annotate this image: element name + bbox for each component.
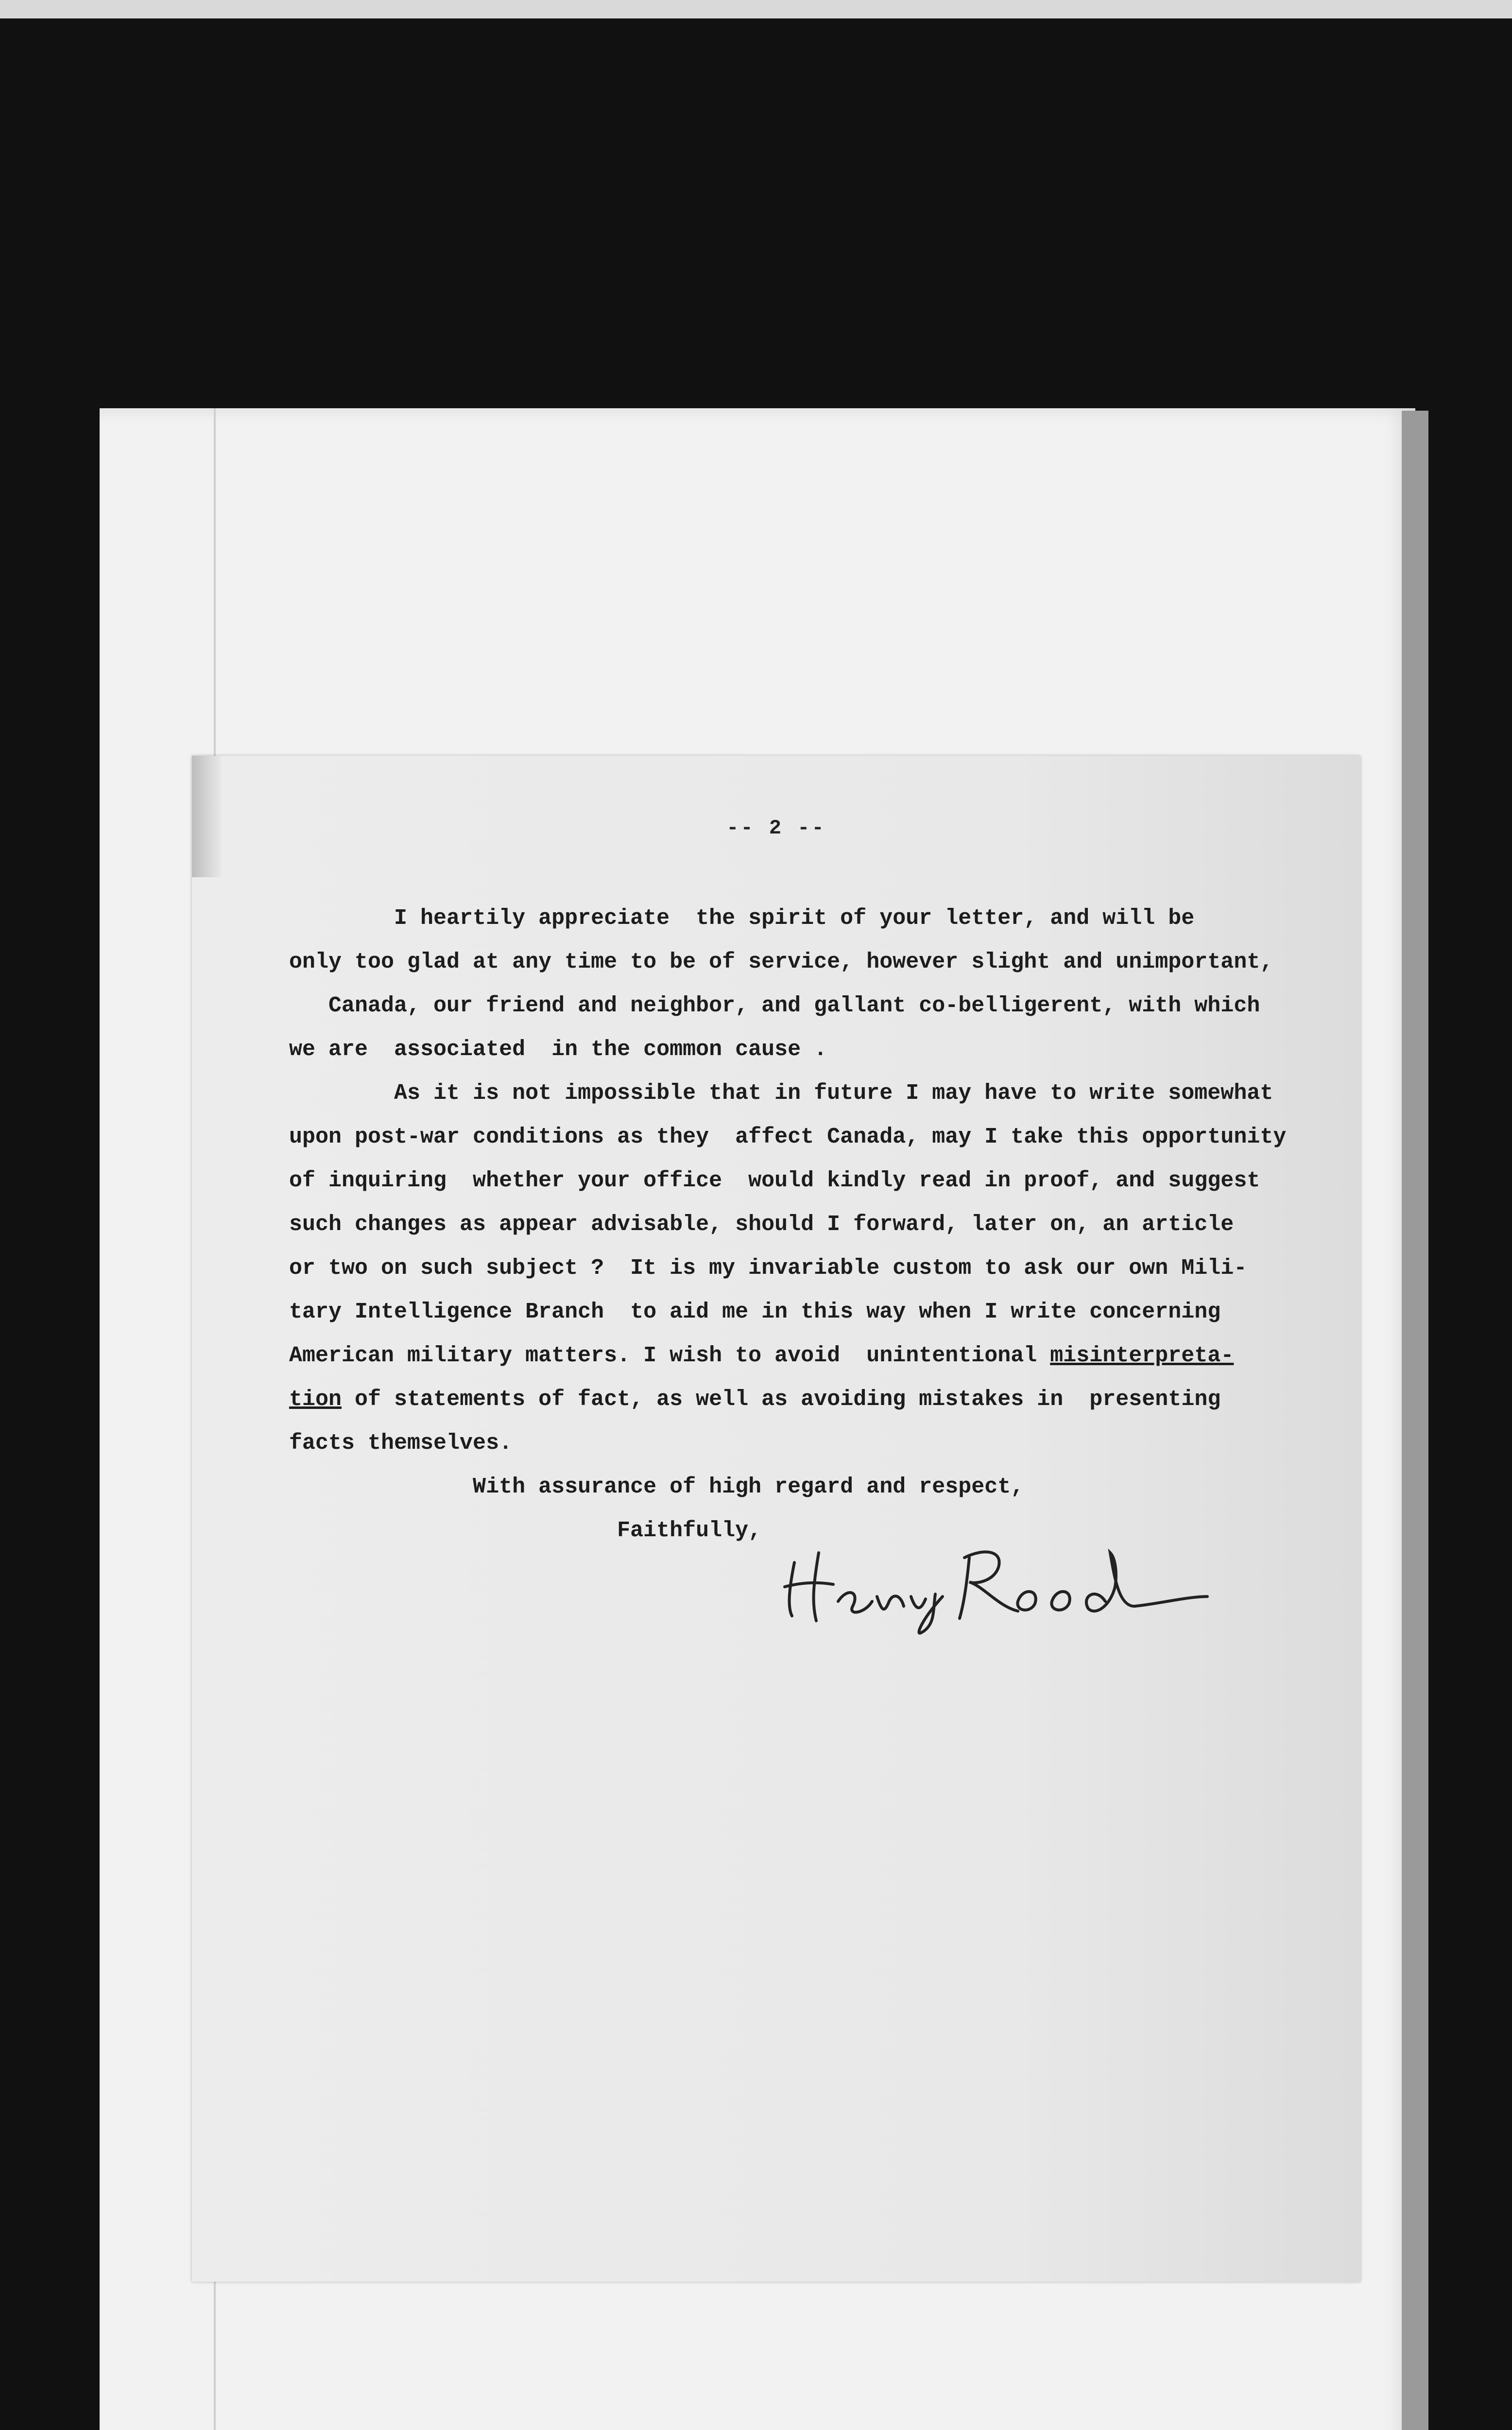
body-line-text: of statements of fact, as well as avoiding mistakes in presenting: [342, 1387, 1221, 1412]
underlined-word: misinterpreta-: [1050, 1343, 1234, 1368]
letter-body: [289, 897, 1348, 1553]
letter-page: [192, 756, 1360, 2282]
body-line: facts themselves.: [289, 1431, 513, 1456]
handwritten-signature: [775, 1528, 1212, 1635]
body-line: of inquiring whether your office would kindly read in proof, and suggest: [289, 1168, 1260, 1193]
page-number: -- 2 --: [726, 816, 826, 840]
body-line: we are associated in the common cause .: [289, 1037, 827, 1062]
body-line: tary Intelligence Branch to aid me in this way when I write concerning: [289, 1300, 1221, 1324]
body-line-text: American military matters. I wish to avoid unintentional: [289, 1343, 1050, 1368]
body-line: Canada, our friend and neighbor, and gallant co-belligerent, with which: [289, 993, 1260, 1018]
film-top-edge: [0, 0, 1512, 18]
body-line: As it is not impossible that in future I may have to write somewhat: [289, 1081, 1273, 1106]
body-line: I heartily appreciate the spirit of your letter, and will be: [289, 906, 1195, 931]
body-line: [289, 1378, 1348, 1422]
sheet-edge-strip: [1402, 411, 1428, 2430]
closing-line: With assurance of high regard and respect,: [289, 1475, 1024, 1499]
body-line: [289, 1334, 1348, 1378]
body-line: only too glad at any time to be of service, however slight and unimportant,: [289, 950, 1273, 974]
body-line: such changes as appear advisable, should I forward, later on, an article: [289, 1212, 1234, 1237]
underlined-word: tion: [289, 1387, 342, 1412]
valediction: Faithfully,: [289, 1518, 762, 1543]
body-line: or two on such subject ? It is my invariable custom to ask our own Mili-: [289, 1256, 1247, 1281]
body-line: upon post-war conditions as they affect Canada, may I take this opportunity: [289, 1125, 1287, 1149]
